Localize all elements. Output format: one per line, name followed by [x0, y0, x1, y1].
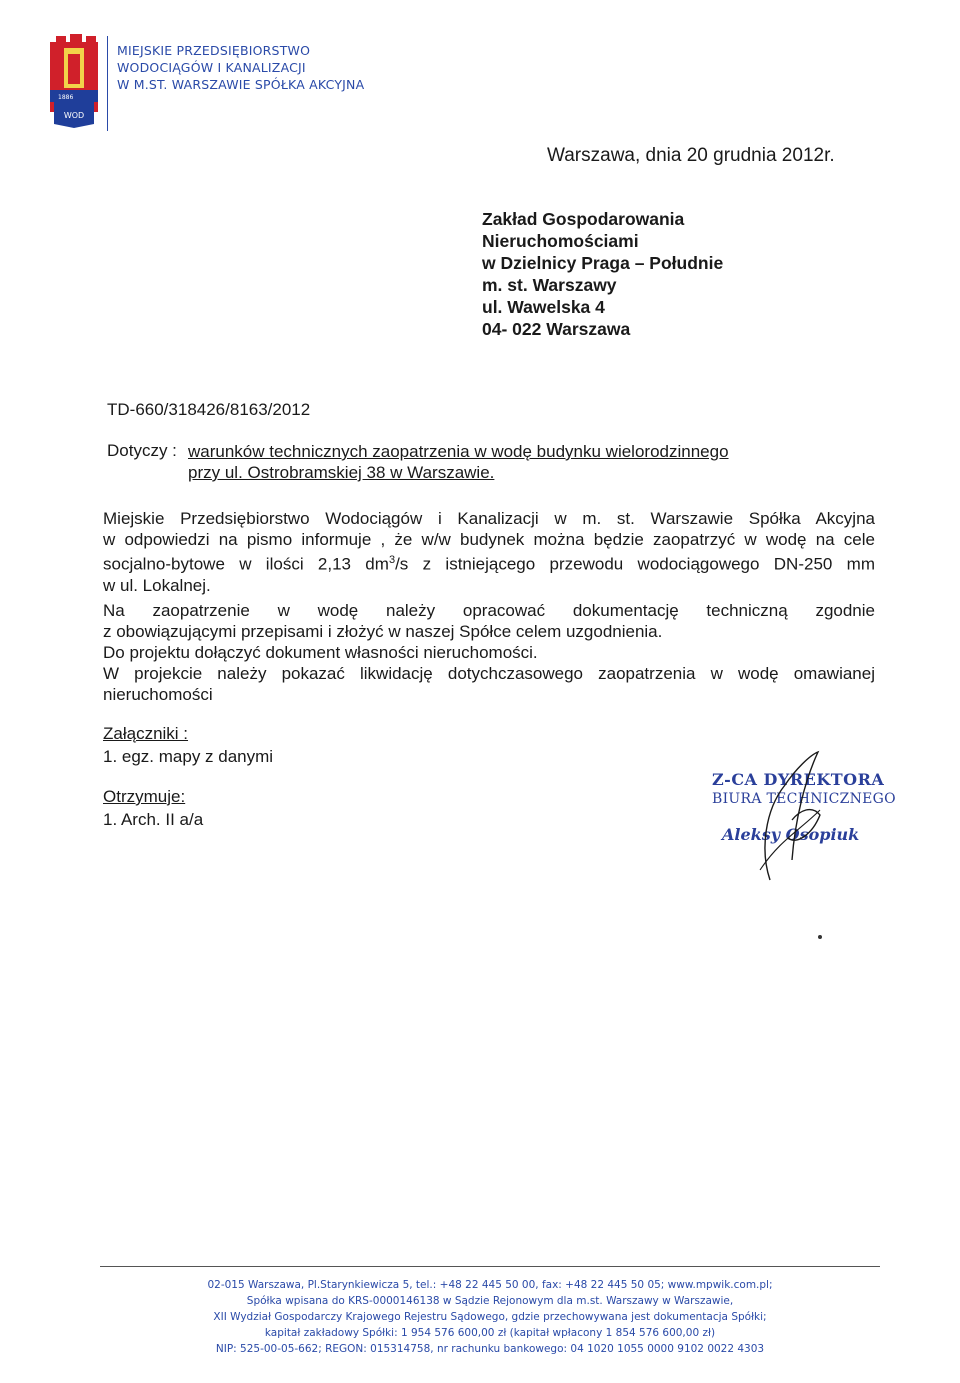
svg-text:1886: 1886	[58, 94, 74, 101]
subject-line2: przy ul. Ostrobramskiej 38 w Warszawie.	[188, 463, 495, 482]
addressee-line: ul. Wawelska 4	[482, 297, 605, 317]
body-line: Na zaopatrzenie w wodę należy opracować dokumentację techniczną zgodnie	[103, 601, 875, 620]
body-paragraph-2	[103, 600, 875, 705]
body-line: nieruchomości	[103, 685, 213, 704]
body-line	[103, 550, 875, 575]
body-line: W projekcie należy pokazać likwidację dotychczasowego zaopatrzenia w wodę omawianej	[103, 664, 875, 683]
logo-divider	[107, 36, 108, 131]
svg-text:WOD: WOD	[63, 111, 85, 120]
addressee-line: m. st. Warszawy	[482, 275, 617, 295]
body-line: Miejskie Przedsiębiorstwo Wodociągów i Kanalizacji w m. st. Warszawie Spółka Akcyjna	[103, 509, 875, 528]
company-name-line2: WODOCIĄGÓW I KANALIZACJI	[117, 60, 306, 75]
stamp-title: Z-CA DYREKTORA	[712, 770, 885, 789]
attachments-section	[103, 722, 273, 768]
company-logo	[44, 34, 104, 129]
body-line: w odpowiedzi na pismo informuje , że w/w budynek można będzie zaopatrzyć w wodę na cele	[103, 530, 875, 549]
superscript: 3	[388, 554, 396, 566]
ink-dot	[818, 935, 822, 939]
footer-divider	[100, 1266, 880, 1267]
company-name-line1: MIEJSKIE PRZEDSIĘBIORSTWO	[117, 43, 311, 58]
stamp-name: Aleksy Osopiuk	[722, 825, 860, 844]
recipients-item: 1. Arch. II a/a	[103, 810, 204, 829]
subject-line1: warunków technicznych zaopatrzenia w wodę budynku wielorodzinnego	[188, 442, 729, 461]
attachments-label: Załączniki :	[103, 724, 189, 743]
body-paragraph-1	[103, 508, 875, 596]
stamp-department: BIURA TECHNICZNEGO	[712, 791, 896, 807]
reference-number: TD-660/318426/8163/2012	[107, 400, 311, 419]
footer-line: NIP: 525-00-05-662; REGON: 015314758, nr rachunku bankowego: 04 1020 1055 0000 9102 0022 4303	[215, 1343, 765, 1355]
attachments-item: 1. egz. mapy z danymi	[103, 747, 274, 766]
signature-icon	[700, 750, 860, 890]
body-text: /s z istniejącego przewodu wodociągowego DN-250 mm	[395, 554, 875, 574]
company-name-line3: W M.ST. WARSZAWIE SPÓŁKA AKCYJNA	[117, 77, 365, 92]
recipients-label: Otrzymuje:	[103, 787, 186, 806]
addressee-block	[482, 208, 723, 340]
logo-emblem-icon	[44, 34, 104, 129]
addressee-line: w Dzielnicy Praga – Południe	[482, 253, 724, 273]
recipients-section	[103, 785, 203, 831]
body-text: socjalno-bytowe w ilości 2,13 dm	[103, 554, 389, 574]
body-line: Do projektu dołączyć dokument własności nieruchomości.	[103, 643, 538, 662]
footer	[100, 1277, 880, 1357]
body-line: z obowiązującymi przepisami i złożyć w naszej Spółce celem uzgodnienia.	[103, 622, 663, 641]
letter-date: Warszawa, dnia 20 grudnia 2012r.	[547, 145, 835, 166]
handwritten-signature	[700, 750, 860, 895]
addressee-line: Nieruchomościami	[482, 231, 639, 251]
footer-line: kapitał zakładowy Spółki: 1 954 576 600,00 zł (kapitał wpłacony 1 854 576 600,00 zł)	[264, 1327, 716, 1339]
addressee-line: Zakład Gospodarowania	[482, 209, 685, 229]
footer-line: Spółka wpisana do KRS-0000146138 w Sądzie Rejonowym dla m.st. Warszawy w Warszawie,	[246, 1295, 734, 1307]
footer-line: 02-015 Warszawa, Pl.Starynkiewicza 5, tel.: +48 22 445 50 00, fax: +48 22 445 50 05; www.mpwik.com.pl;	[207, 1279, 773, 1291]
company-name	[117, 42, 364, 93]
subject-label: Dotyczy :	[107, 441, 177, 460]
addressee-line: 04- 022 Warszawa	[482, 319, 631, 339]
subject-text	[188, 441, 729, 483]
footer-line: XII Wydział Gospodarczy Krajowego Rejestru Sądowego, gdzie przechowywana jest dokumentacja Spółki;	[213, 1311, 767, 1323]
body-line: w ul. Lokalnej.	[103, 575, 211, 595]
